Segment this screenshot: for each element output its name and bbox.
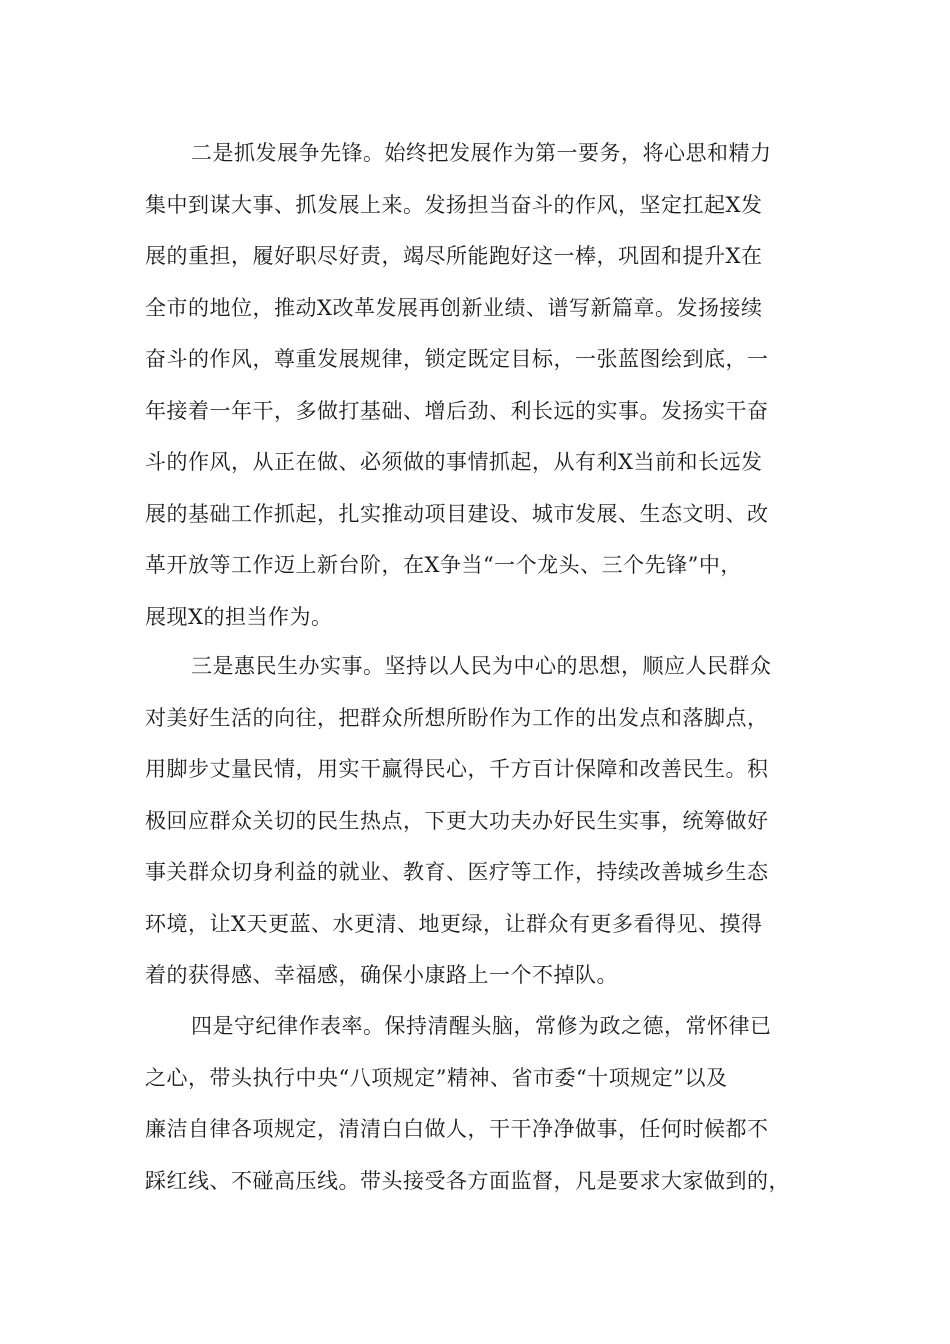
paragraph-discipline — [145, 1001, 805, 1207]
text-line: 展现X的担当作为。 — [145, 604, 333, 629]
text-line: 廉洁自律各项规定，清清白白做人，干干净净做事，任何时候都不 — [145, 1117, 769, 1141]
text-line: 年接着一年干，多做打基础、增后劲、利长远的实事。发扬实干奋 — [145, 398, 769, 423]
text-line: 踩红线、不碰高压线。带头接受各方面监督，凡是要求大家做到的， — [145, 1168, 790, 1193]
paragraph-livelihood — [145, 641, 805, 1002]
text-line: 用脚步丈量民情，用实干赢得民心，千方百计保障和改善民生。积 — [145, 757, 769, 781]
text-line: 集中到谋大事、抓发展上来。发扬担当奋斗的作风，坚定扛起X发 — [145, 192, 763, 217]
text-line: 全市的地位，推动X改革发展再创新业绩、谱写新篇章。发扬接续 — [145, 295, 763, 320]
text-line: 之心，带头执行中央“八项规定”精神、省市委“十项规定”以及 — [145, 1065, 728, 1090]
text-line: 极回应群众关切的民生热点，下更大功夫办好民生实事，统筹做好 — [145, 808, 769, 833]
text-line: 斗的作风，从正在做、必须做的事情抓起，从有利X当前和长远发 — [145, 450, 763, 474]
text-line: 革开放等工作迈上新台阶，在X争当“一个龙头、三个先锋”中， — [145, 553, 742, 577]
text-line: 二是抓发展争先锋。始终把发展作为第一要务，将心思和精力 — [191, 141, 772, 165]
text-line: 奋斗的作风，尊重发展规律，锁定既定目标，一张蓝图绘到底，一 — [145, 347, 769, 371]
text-line: 四是守纪律作表率。保持清醒头脑，常修为政之德，常怀律已 — [191, 1014, 772, 1038]
text-line: 展的重担，履好职尽好责，竭尽所能跑好这一棒，巩固和提升X在 — [145, 244, 763, 268]
text-line: 环境，让X天更蓝、水更清、地更绿，让群众有更多看得见、摸得 — [145, 911, 763, 936]
text-line: 展的基础工作抓起，扎实推动项目建设、城市发展、生态文明、改 — [145, 501, 769, 526]
text-line: 事关群众切身利益的就业、教育、医疗等工作，持续改善城乡生态 — [145, 860, 769, 884]
text-line: 着的获得感、幸福感，确保小康路上一个不掉队。 — [145, 963, 618, 987]
text-line: 三是惠民生办实事。坚持以人民为中心的思想，顺应人民群众 — [191, 654, 772, 678]
text-line: 对美好生活的向往，把群众所想所盼作为工作的出发点和落脚点， — [145, 705, 769, 730]
paragraph-development — [145, 128, 805, 643]
